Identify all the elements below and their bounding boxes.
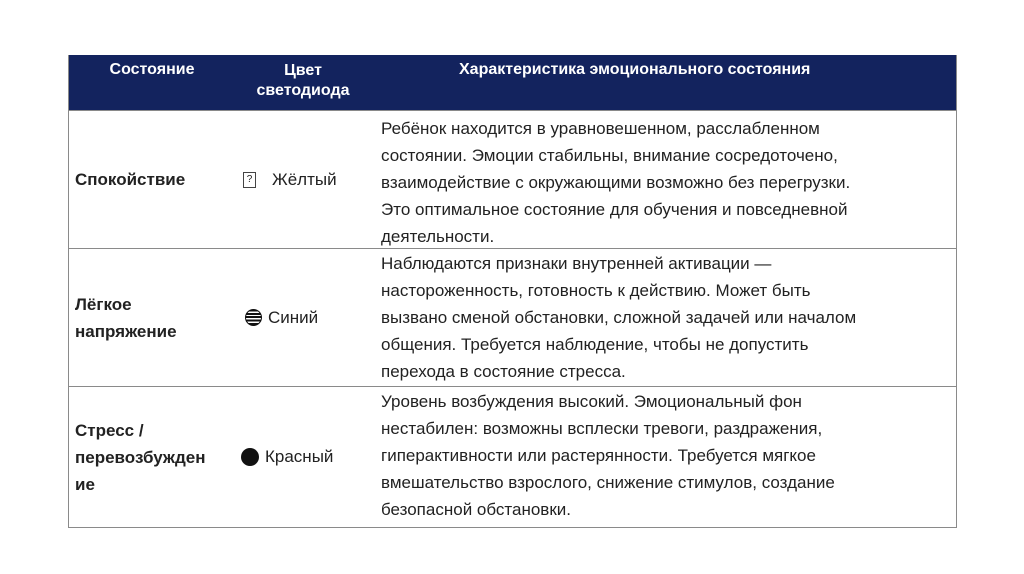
description-line: Ребёнок находится в уравновешенном, расслабленном: [381, 119, 820, 138]
header-led-color-line2: светодиода: [256, 82, 350, 99]
state-name-line: ие: [75, 474, 95, 494]
state-cell: [69, 249, 235, 386]
color-label: Красный: [265, 447, 334, 466]
missing-glyph-icon: ?: [243, 172, 256, 188]
table-row: [69, 386, 956, 527]
header-led-color-line1: Цвет: [284, 62, 322, 79]
state-name-line: перевозбужден: [75, 447, 206, 467]
description-line: Уровень возбуждения высокий. Эмоциональный фон: [381, 392, 802, 411]
description-line: настороженность, готовность к действию. Может быть: [381, 281, 811, 300]
description-line: состоянии. Эмоции стабильны, внимание сосредоточено,: [381, 146, 838, 165]
description-line: безопасной обстановки.: [381, 500, 571, 519]
description-cell: [371, 111, 956, 248]
state-name-line: Стресс /: [75, 420, 144, 440]
color-label: Жёлтый: [272, 169, 337, 189]
description-line: Наблюдаются признаки внутренней активации —: [381, 254, 772, 273]
state-cell: [69, 111, 235, 248]
state-name: [75, 291, 177, 345]
table-header: [69, 55, 956, 110]
color-cell: [235, 387, 371, 527]
state-name: [75, 417, 205, 498]
state-name-line: Лёгкое: [75, 294, 132, 314]
state-name-line: напряжение: [75, 321, 177, 341]
color-cell: [235, 249, 371, 386]
description-line: вызвано сменой обстановки, сложной задачей или началом: [381, 308, 857, 327]
black-circle-icon: [241, 448, 259, 466]
state-name-line: Спокойствие: [75, 170, 186, 189]
header-state: Состояние: [109, 61, 195, 78]
color-label: Синий: [268, 307, 319, 327]
color-cell: [235, 111, 371, 248]
emotional-states-table: [68, 55, 957, 528]
striped-circle-icon: [245, 309, 262, 326]
description-cell: [371, 249, 956, 386]
table-row: [69, 248, 956, 386]
header-led-color: [235, 55, 371, 110]
header-description: Характеристика эмоционального состояния: [459, 61, 811, 78]
state-cell: [69, 387, 235, 527]
description-line: взаимодействие с окружающими возможно без перегрузки.: [381, 173, 851, 192]
description-cell: [371, 387, 956, 527]
state-name: [75, 166, 185, 193]
description-line: перехода в состояние стресса.: [381, 362, 626, 381]
description-line: нестабилен: возможны всплески тревоги, раздражения,: [381, 419, 823, 438]
table-row: [69, 110, 956, 248]
description-line: деятельности.: [381, 227, 495, 246]
description-line: общения. Требуется наблюдение, чтобы не допустить: [381, 335, 809, 354]
description-line: гиперактивности или растерянности. Требуется мягкое: [381, 446, 816, 465]
description-line: вмешательство взрослого, снижение стимулов, создание: [381, 473, 835, 492]
description-line: Это оптимальное состояние для обучения и повседневной: [381, 200, 848, 219]
